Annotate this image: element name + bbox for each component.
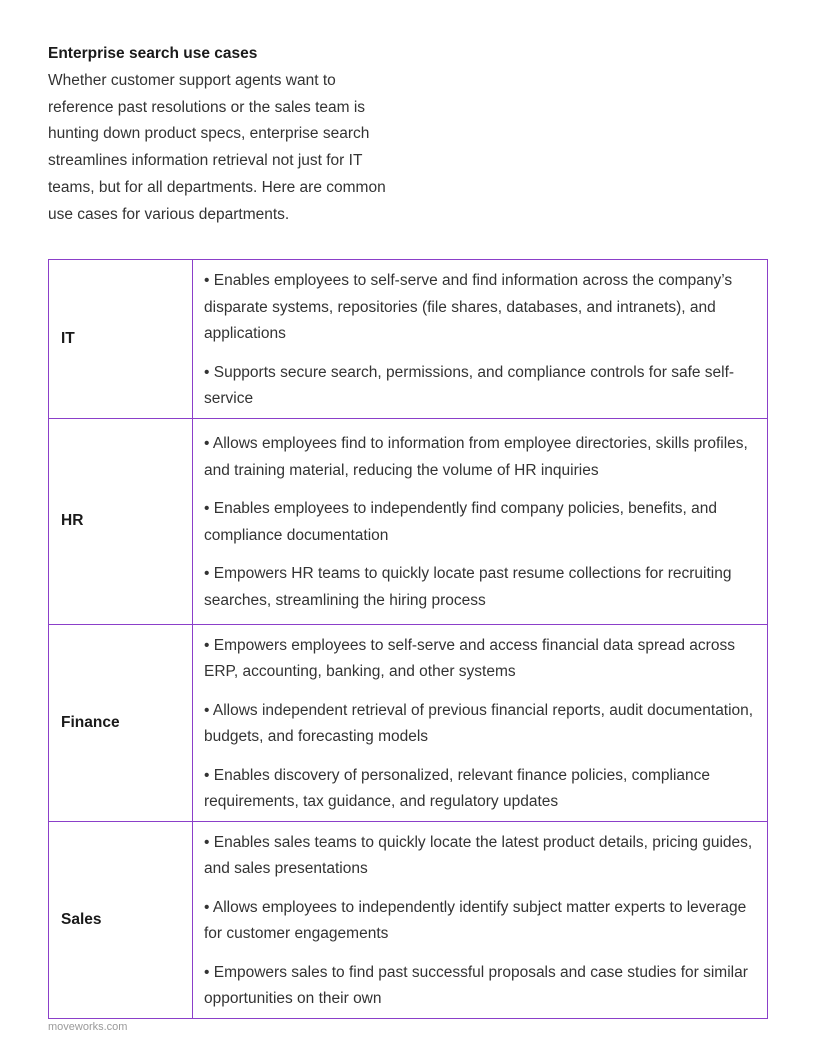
use-case-bullet: • Enables employees to independently find company policies, benefits, and compliance documentation xyxy=(204,500,717,544)
section-heading: Enterprise search use cases xyxy=(48,45,258,62)
use-cases-table-body xyxy=(49,260,768,1019)
department-cell: HR xyxy=(49,418,193,624)
use-case-cell xyxy=(193,260,768,419)
table-row xyxy=(49,821,768,1018)
use-case-cell xyxy=(193,624,768,821)
use-case-cell xyxy=(193,821,768,1018)
table-row xyxy=(49,624,768,821)
department-cell: Sales xyxy=(49,821,193,1018)
department-cell: IT xyxy=(49,260,193,419)
use-case-bullet: • Enables sales teams to quickly locate the latest product details, pricing guides, and sales presentations xyxy=(204,833,753,877)
use-cases-table-container xyxy=(48,259,768,1019)
use-case-bullet: • Allows independent retrieval of previous financial reports, audit documentation, budgets, and forecasting models xyxy=(204,701,754,745)
use-case-bullet: • Allows employees find to information from employee directories, skills profiles, and training material, reducing the volume of HR inquiries xyxy=(204,435,748,479)
use-case-cell xyxy=(193,418,768,624)
footer-url: moveworks.com xyxy=(48,1021,128,1033)
department-cell: Finance xyxy=(49,624,193,821)
table-row xyxy=(49,418,768,624)
use-case-bullet: • Enables discovery of personalized, relevant finance policies, compliance requirements, tax guidance, and regulatory updates xyxy=(204,766,711,810)
table-row xyxy=(49,260,768,419)
use-case-bullet: • Empowers sales to find past successful proposals and case studies for similar opportunities on their own xyxy=(204,963,748,1007)
use-cases-table xyxy=(48,259,768,1019)
use-case-bullet: • Empowers HR teams to quickly locate past resume collections for recruiting searches, streamlining the hiring process xyxy=(204,565,732,609)
intro-paragraph: Whether customer support agents want to reference past resolutions or the sales team is hunting down product specs, enterprise search streamlines information retrieval not just for IT teams, but for all departments. Here are common use cases for various departments. xyxy=(48,72,386,223)
use-case-bullet: • Supports secure search, permissions, and compliance controls for safe self-service xyxy=(204,363,735,407)
use-case-bullet: • Enables employees to self-serve and find information across the company’s disparate systems, repositories (file shares, databases, and intranets), and applications xyxy=(204,272,733,342)
use-case-bullet: • Allows employees to independently identify subject matter experts to leverage for customer engagements xyxy=(204,898,747,942)
use-case-bullet: • Empowers employees to self-serve and access financial data spread across ERP, accounting, banking, and other systems xyxy=(204,636,735,680)
